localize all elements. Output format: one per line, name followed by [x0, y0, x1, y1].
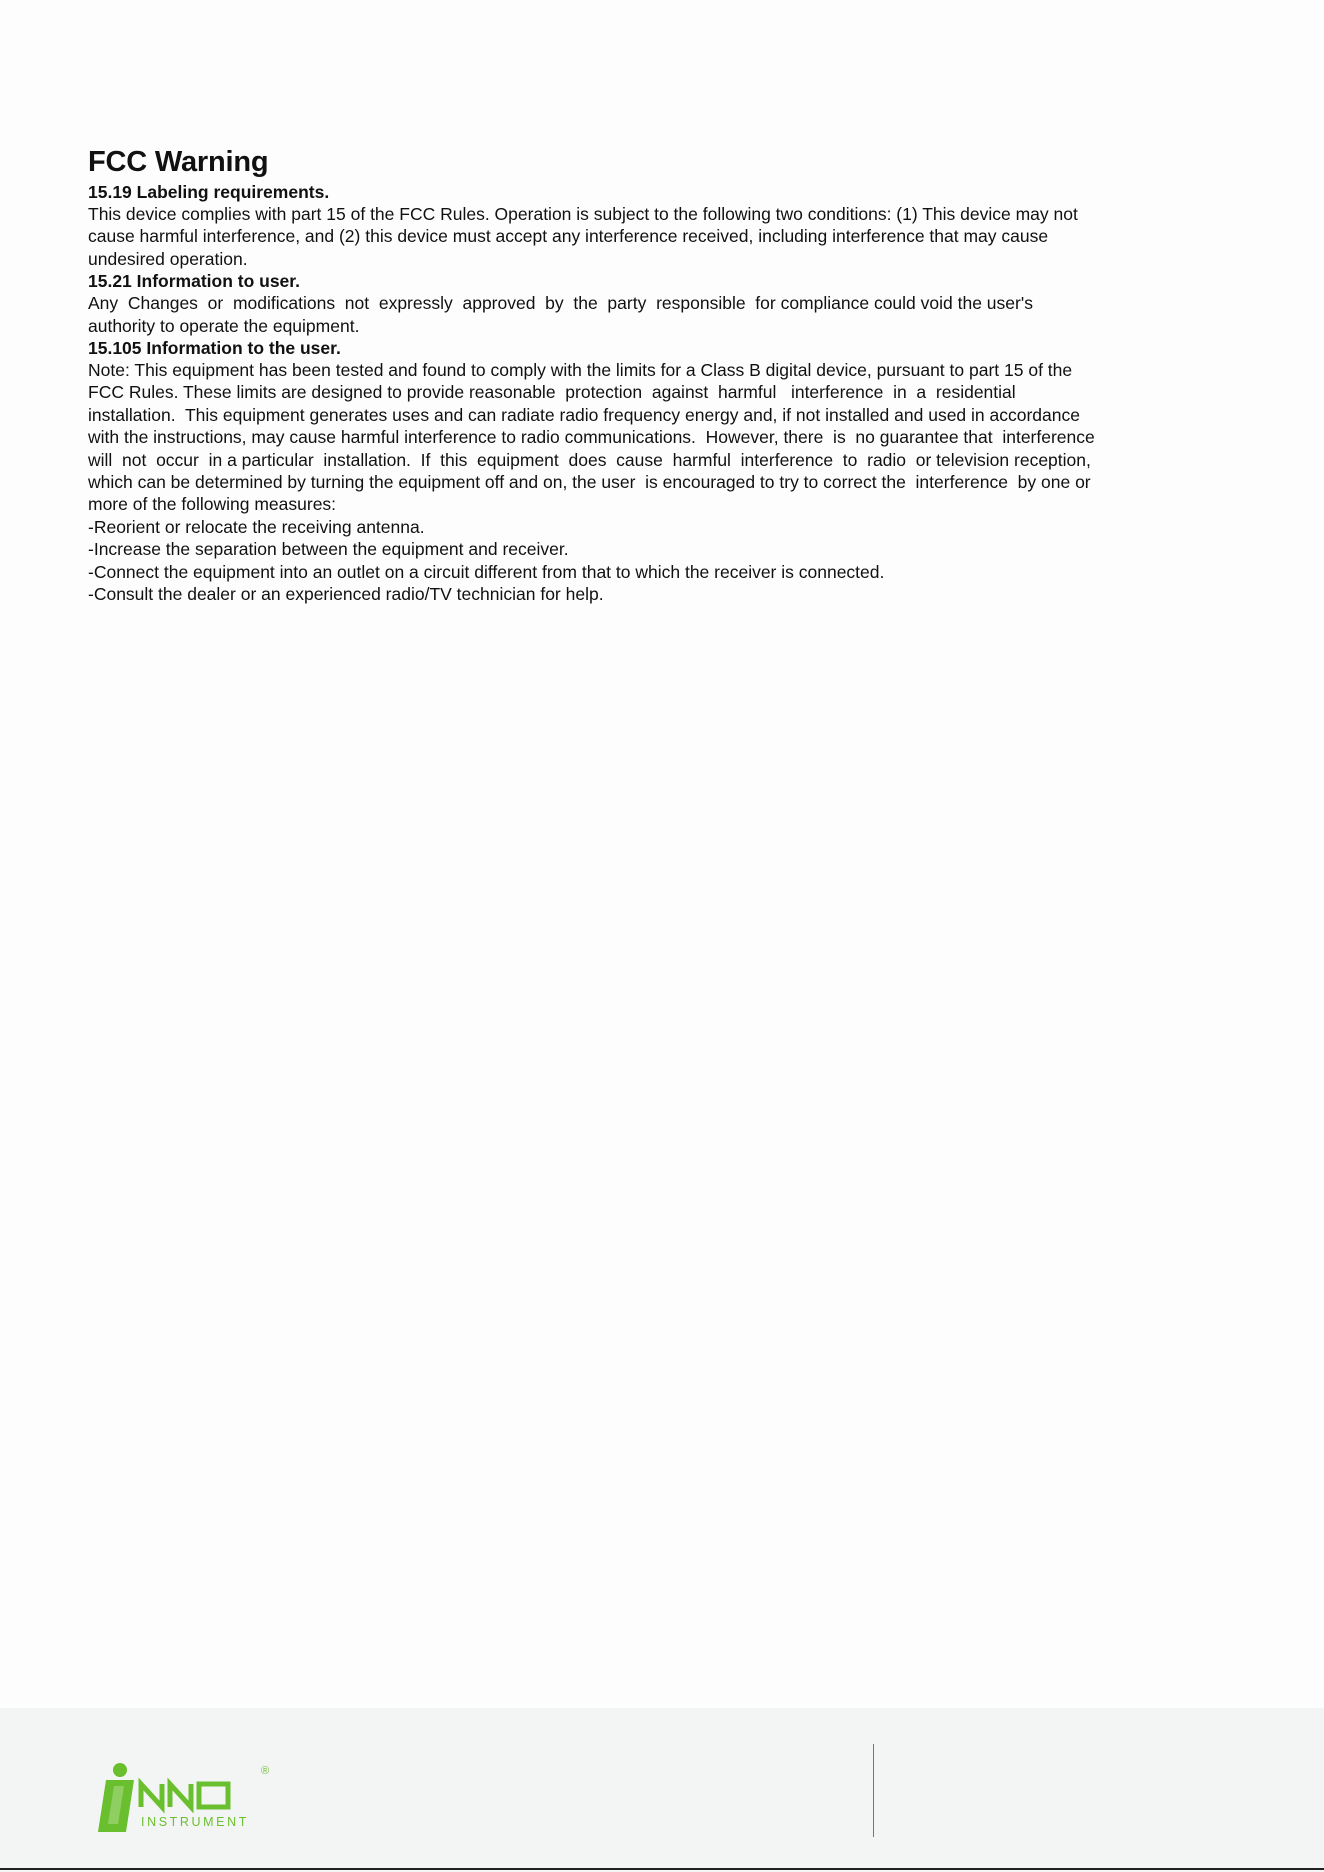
section-heading: 15.21 Information to user. — [88, 271, 300, 292]
paragraph-line: Any Changes or modifications not expressly approved by the party responsible for compliance could void the user's — [88, 293, 1033, 314]
footer-divider — [873, 1744, 874, 1837]
paragraph-line: more of the following measures: — [88, 494, 337, 515]
section-information-to-the-user — [88, 337, 1243, 605]
measure-item: -Reorient or relocate the receiving antenna. — [88, 516, 425, 537]
paragraph-line: will not occur in a particular installation. If this equipment does cause harmful interference to radio or television reception, — [88, 449, 1091, 470]
document-body — [88, 145, 1243, 606]
paragraph-line: This device complies with part 15 of the FCC Rules. Operation is subject to the following two conditions: (1) This device may not — [88, 204, 1078, 224]
paragraph-line: undesired operation. — [88, 248, 248, 269]
bottom-rule — [0, 1868, 1324, 1870]
paragraph-line: FCC Rules. These limits are designed to provide reasonable protection against harmful interference in a residential — [88, 382, 1016, 403]
measure-item: -Connect the equipment into an outlet on a circuit different from that to which the receiver is connected. — [88, 561, 885, 582]
section-heading: 15.19 Labeling requirements. — [88, 182, 330, 202]
measure-item: -Increase the separation between the equipment and receiver. — [88, 539, 569, 560]
document-title: FCC Warning — [88, 146, 269, 178]
logo-wordmark: INSTRUMENT — [141, 1815, 249, 1829]
paragraph-line: cause harmful interference, and (2) this device must accept any interference received, including interference that may cause — [88, 226, 1049, 247]
registered-mark: ® — [261, 1765, 270, 1777]
paragraph-line: which can be determined by turning the equipment off and on, the user is encouraged to try to correct the interference by one or — [88, 472, 1091, 493]
section-information-to-user — [88, 270, 1243, 337]
inno-instrument-logo-icon — [96, 1762, 276, 1834]
paragraph-line: Note: This equipment has been tested and found to comply with the limits for a Class B digital device, pursuant to part 15 of the — [88, 360, 1073, 381]
paragraph-line: installation. This equipment generates uses and can radiate radio frequency energy and, if not installed and used in accordance — [88, 404, 1080, 425]
section-heading: 15.105 Information to the user. — [88, 338, 341, 359]
paragraph-line: with the instructions, may cause harmful interference to radio communications. However, there is no guarantee that interference — [88, 427, 1095, 448]
section-labeling-requirements — [88, 181, 1243, 270]
paragraph-line: authority to operate the equipment. — [88, 315, 360, 336]
measure-item: -Consult the dealer or an experienced radio/TV technician for help. — [88, 584, 604, 605]
